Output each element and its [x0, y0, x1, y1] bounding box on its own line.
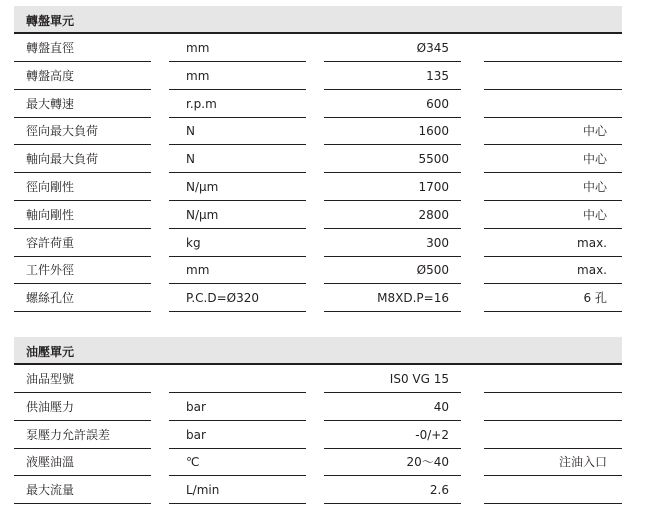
- table-row: [14, 476, 622, 504]
- spec-unit: kg: [186, 235, 201, 250]
- section-title: 油壓單元: [26, 345, 75, 359]
- row-divider: [14, 311, 151, 312]
- spec-value: 40: [433, 399, 449, 414]
- table-row: [14, 201, 622, 229]
- spec-note: [484, 90, 607, 118]
- spec-name: 供油壓力: [26, 399, 75, 414]
- spec-unit: P.C.D=Ø320: [186, 291, 260, 306]
- spec-note: [484, 476, 607, 504]
- table-row: [14, 421, 622, 449]
- row-divider: [324, 503, 461, 504]
- spec-note: [484, 393, 607, 421]
- section-header: [14, 6, 622, 34]
- spec-note: 中心: [582, 180, 607, 194]
- spec-note: [484, 421, 607, 449]
- spec-unit: N: [186, 124, 195, 139]
- spec-name: 徑向最大負荷: [26, 124, 99, 139]
- spec-note: max.: [577, 235, 607, 250]
- table-row: [14, 173, 622, 201]
- spec-unit: bar: [186, 399, 206, 414]
- spec-unit: N/μm: [186, 207, 219, 222]
- spec-name: 泵壓力允許誤差: [26, 427, 111, 442]
- spec-unit: L/min: [186, 483, 220, 498]
- spec-note: [484, 365, 607, 393]
- spec-value: 600: [426, 96, 449, 111]
- section-header: [14, 337, 622, 365]
- spec-note: max.: [577, 263, 607, 278]
- table-row: [14, 117, 622, 145]
- spec-name: 最大轉速: [26, 96, 75, 111]
- spec-name: 油品型號: [26, 372, 75, 386]
- spec-unit: bar: [186, 427, 206, 442]
- table-row: [14, 145, 622, 173]
- row-divider: [14, 503, 151, 504]
- spec-value: M8XD.P=16: [377, 291, 449, 306]
- spec-unit: N: [186, 152, 195, 167]
- spec-unit: N/μm: [186, 180, 219, 194]
- spec-name: 最大流量: [26, 483, 75, 498]
- spec-name: 徑向剛性: [26, 180, 75, 194]
- spec-value: 2800: [418, 207, 449, 222]
- section-title: 轉盤單元: [26, 14, 75, 28]
- spec-value: IS0 VG 15: [389, 372, 449, 386]
- spec-value: Ø345: [416, 41, 449, 55]
- spec-unit: ℃: [186, 455, 200, 470]
- spec-value: 300: [426, 235, 449, 250]
- spec-name: 轉盤高度: [26, 68, 75, 83]
- spec-note: [484, 34, 607, 62]
- spec-unit: r.p.m: [186, 96, 217, 111]
- spec-name: 螺絲孔位: [26, 291, 75, 306]
- table-row: [14, 365, 622, 393]
- spec-note: 中心: [582, 124, 607, 139]
- table-row: [14, 62, 622, 90]
- table-row: [14, 90, 622, 118]
- row-divider: [484, 503, 622, 504]
- row-divider: [484, 311, 622, 312]
- spec-value: 5500: [418, 152, 449, 167]
- table-row: [14, 256, 622, 284]
- spec-unit: mm: [186, 263, 210, 278]
- spec-value: 2.6: [429, 483, 449, 498]
- row-divider: [324, 311, 461, 312]
- spec-value: 1600: [418, 124, 449, 139]
- table-row: [14, 284, 622, 312]
- spec-note: 6 孔: [583, 291, 607, 306]
- row-divider: [169, 503, 306, 504]
- spec-name: 容許荷重: [26, 235, 75, 250]
- table-row: [14, 34, 622, 62]
- spec-name: 工件外徑: [26, 263, 75, 278]
- spec-unit: mm: [186, 68, 210, 83]
- spec-name: 軸向最大負荷: [26, 152, 99, 167]
- spec-value: Ø500: [416, 263, 449, 278]
- spec-note: [484, 62, 607, 90]
- table-row: [14, 229, 622, 257]
- spec-note: 注油入口: [558, 455, 607, 470]
- table-row: [14, 393, 622, 421]
- spec-unit: mm: [186, 41, 210, 55]
- row-divider: [169, 311, 306, 312]
- table-row: [14, 448, 622, 476]
- spec-value: -0/+2: [415, 427, 449, 442]
- spec-value: 20～40: [406, 455, 449, 470]
- spec-note: 中心: [582, 207, 607, 222]
- spec-value: 135: [426, 68, 449, 83]
- spec-note: 中心: [582, 152, 607, 167]
- spec-name: 轉盤直徑: [26, 41, 75, 55]
- spec-name: 液壓油溫: [26, 455, 75, 470]
- spec-name: 軸向剛性: [26, 207, 75, 222]
- spec-value: 1700: [418, 180, 449, 194]
